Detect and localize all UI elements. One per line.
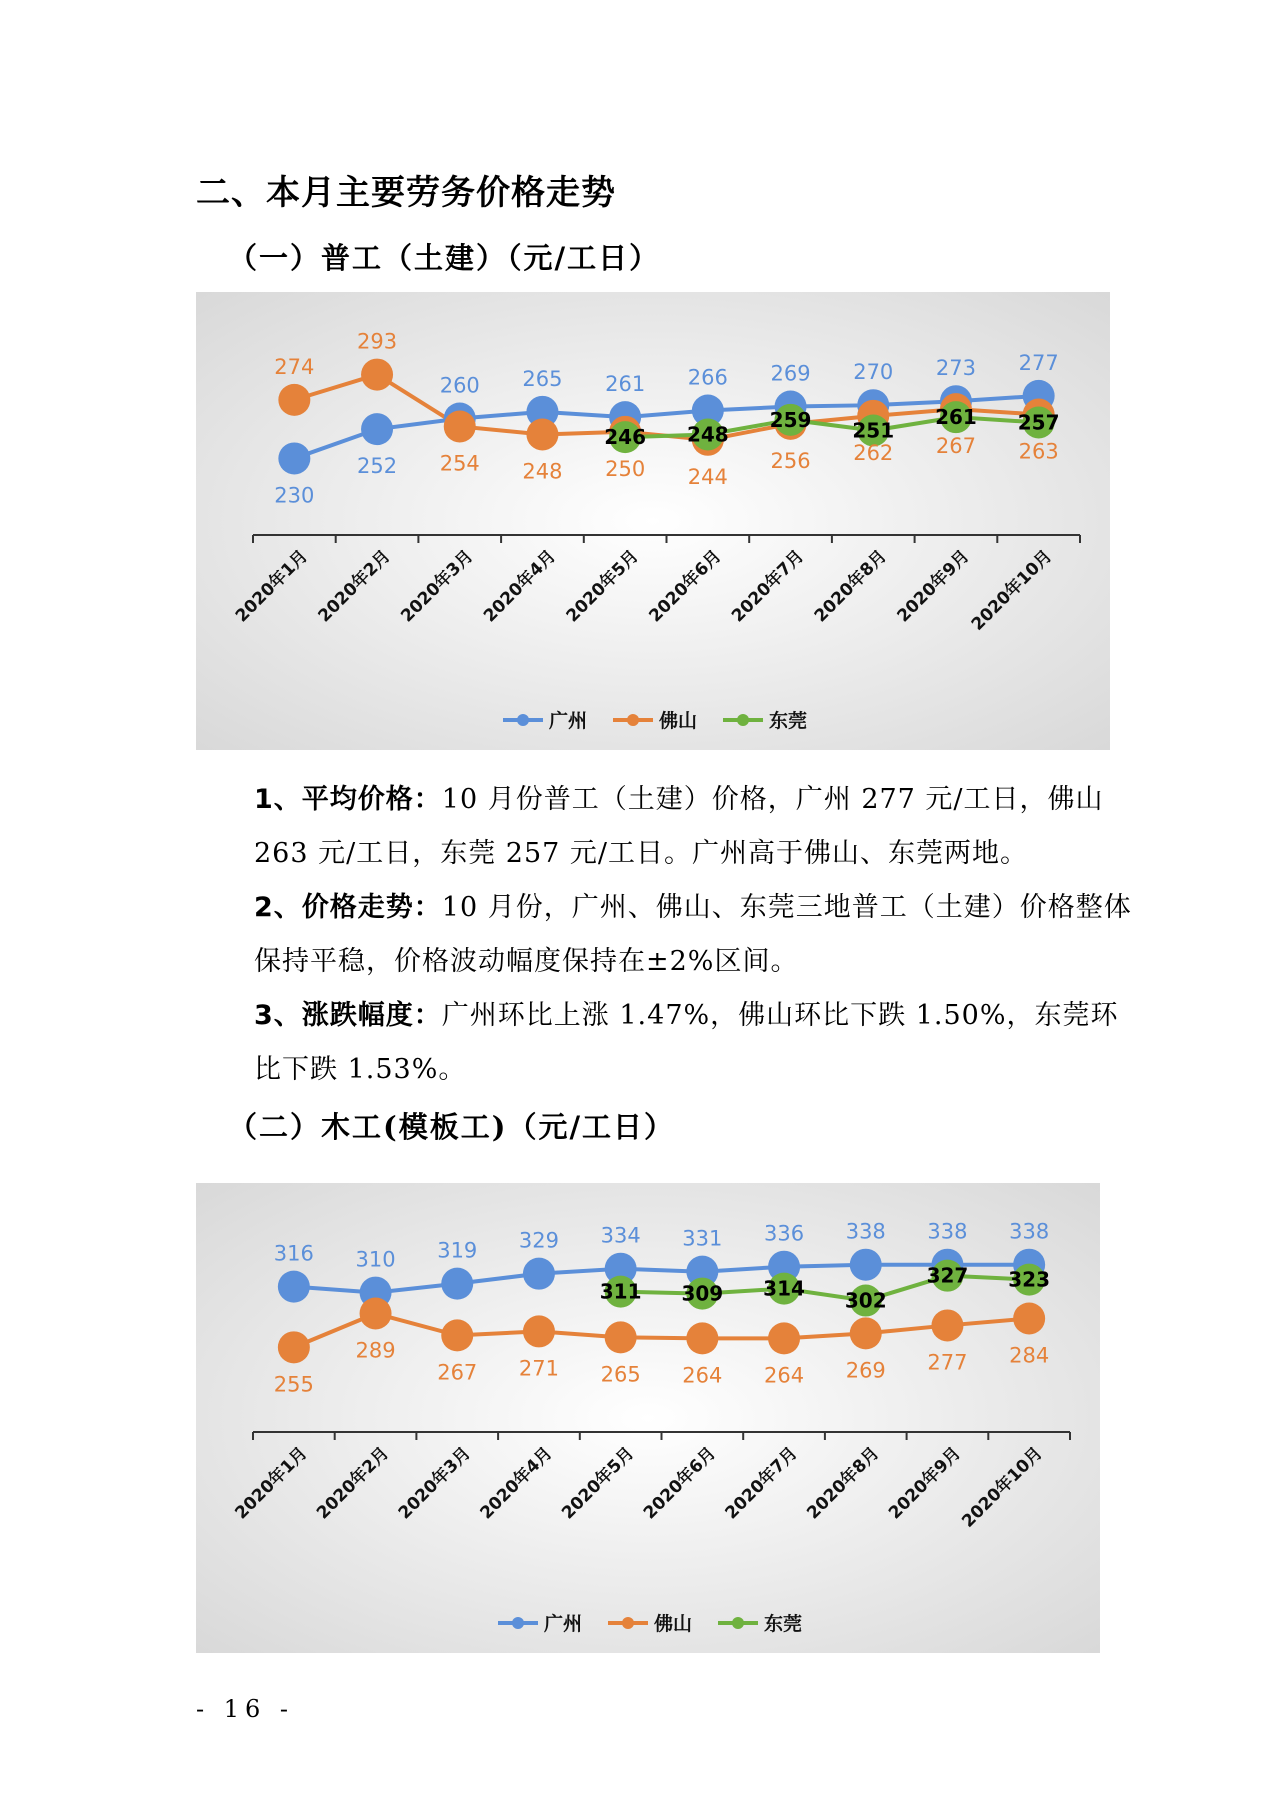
x-tick-label: 2020年4月 <box>479 546 560 627</box>
data-label-1: 274 <box>274 354 315 379</box>
data-label-2: 302 <box>844 1288 887 1313</box>
data-label-2: 314 <box>763 1276 805 1301</box>
legend-marker <box>622 1617 634 1629</box>
data-label-1: 271 <box>518 1356 559 1381</box>
data-point-1 <box>441 1319 473 1351</box>
data-label-1: 244 <box>687 464 728 489</box>
x-tick-label: 2020年8月 <box>803 1443 884 1524</box>
data-label-2: 323 <box>1008 1267 1051 1292</box>
data-label-2: 311 <box>599 1279 642 1304</box>
x-tick-label: 2020年6月 <box>645 546 726 627</box>
legend-label: 佛山 <box>654 1613 693 1635</box>
paragraph-lead: 3、涨跌幅度： <box>254 1000 442 1031</box>
data-label-0: 329 <box>518 1228 559 1253</box>
paragraph-lead: 1、平均价格： <box>254 784 442 815</box>
data-label-1: 264 <box>764 1363 805 1388</box>
x-tick-label: 2020年5月 <box>558 1443 639 1524</box>
data-label-1: 254 <box>439 451 480 476</box>
legend-label: 广州 <box>549 710 588 732</box>
laborer-price-chart <box>196 292 1110 750</box>
data-label-0: 265 <box>522 366 563 391</box>
data-label-2: 248 <box>686 422 729 447</box>
data-label-1: 289 <box>355 1338 396 1363</box>
carpenter-price-chart <box>196 1183 1100 1653</box>
legend-label: 东莞 <box>769 710 808 732</box>
data-label-0: 261 <box>605 372 646 397</box>
data-point-1 <box>278 1331 310 1363</box>
data-point-1 <box>444 410 476 442</box>
chart-background <box>196 1183 1100 1653</box>
x-tick-label: 2020年9月 <box>893 546 974 627</box>
data-point-1 <box>768 1322 800 1354</box>
data-label-0: 270 <box>853 360 894 385</box>
line-chart-svg <box>196 292 1110 750</box>
data-label-0: 338 <box>927 1219 968 1244</box>
legend-label: 佛山 <box>659 710 698 732</box>
data-label-1: 264 <box>682 1363 723 1388</box>
paragraph-text: 10 月份，广州、佛山、东莞三地普工（土建）价格整体保持平稳，价格波动幅度保持在±2%区间。 <box>254 892 1132 977</box>
x-tick-label: 2020年1月 <box>231 546 312 627</box>
data-point-1 <box>360 1297 392 1329</box>
legend-marker <box>627 714 639 726</box>
data-label-0: 310 <box>355 1247 396 1272</box>
data-label-2: 259 <box>769 407 812 432</box>
data-label-1: 293 <box>357 329 398 354</box>
x-tick-label: 2020年7月 <box>728 546 809 627</box>
subsection-title-laborer: （一）普工（土建）（元/工日） <box>228 241 661 275</box>
data-label-0: 334 <box>600 1223 641 1248</box>
data-label-1: 255 <box>273 1372 314 1397</box>
subsection-title-carpenter: （二）木工(模板工)（元/工日） <box>228 1110 676 1144</box>
data-label-2: 257 <box>1017 410 1060 435</box>
data-label-1: 269 <box>845 1358 886 1383</box>
data-point-1 <box>361 359 393 391</box>
data-point-1 <box>278 384 310 416</box>
paragraph-price-trend <box>196 881 1144 989</box>
data-label-0: 338 <box>845 1219 886 1244</box>
x-tick-label: 2020年9月 <box>884 1443 965 1524</box>
x-tick-label: 2020年7月 <box>721 1443 802 1524</box>
data-label-1: 265 <box>600 1362 641 1387</box>
data-point-0 <box>850 1249 882 1281</box>
data-label-0: 319 <box>437 1238 478 1263</box>
data-point-1 <box>526 418 558 450</box>
data-label-1: 248 <box>522 459 563 484</box>
data-point-1 <box>523 1315 555 1347</box>
paragraph-average-price <box>196 773 1144 881</box>
paragraph-text: 广州环比上涨 1.47%，佛山环比下跌 1.50%，东莞环比下跌 1.53%。 <box>254 1000 1119 1085</box>
x-tick-label: 2020年5月 <box>562 546 643 627</box>
data-label-1: 263 <box>1018 439 1059 464</box>
data-label-1: 262 <box>853 440 894 465</box>
legend-marker <box>517 714 529 726</box>
data-label-2: 261 <box>935 405 977 430</box>
data-label-0: 230 <box>274 483 315 508</box>
legend-marker <box>512 1617 524 1629</box>
paragraph-text: 10 月份普工（土建）价格，广州 277 元/工日，佛山 263 元/工日，东莞 257 元/工日。广州高于佛山、东莞两地。 <box>254 784 1104 869</box>
data-label-2: 309 <box>681 1281 724 1306</box>
data-label-2: 327 <box>926 1263 969 1288</box>
page-number: - 16 - <box>196 1695 295 1723</box>
data-point-0 <box>523 1258 555 1290</box>
legend-label: 广州 <box>544 1613 583 1635</box>
x-tick-label: 2020年10月 <box>967 546 1057 635</box>
data-label-1: 256 <box>770 448 811 473</box>
data-label-2: 246 <box>604 425 647 450</box>
x-tick-label: 2020年4月 <box>476 1443 557 1524</box>
x-tick-label: 2020年2月 <box>314 546 395 627</box>
data-point-1 <box>850 1317 882 1349</box>
data-point-0 <box>441 1268 473 1300</box>
data-label-2: 251 <box>852 418 895 443</box>
x-tick-label: 2020年10月 <box>958 1443 1047 1532</box>
data-label-0: 331 <box>682 1226 723 1251</box>
data-label-0: 336 <box>764 1221 805 1246</box>
paragraph-lead: 2、价格走势： <box>254 892 442 923</box>
x-tick-label: 2020年3月 <box>397 546 478 627</box>
data-point-0 <box>278 1271 310 1303</box>
data-label-0: 252 <box>357 454 398 479</box>
data-label-0: 316 <box>273 1241 314 1266</box>
data-label-0: 260 <box>439 373 480 398</box>
data-label-0: 277 <box>1018 350 1059 375</box>
data-label-1: 277 <box>927 1350 968 1375</box>
x-tick-label: 2020年8月 <box>810 546 891 627</box>
data-label-1: 267 <box>437 1360 478 1385</box>
legend-label: 东莞 <box>764 1613 803 1635</box>
section-title: 二、本月主要劳务价格走势 <box>196 173 616 213</box>
line-chart-svg <box>196 1183 1100 1653</box>
data-point-0 <box>361 413 393 445</box>
x-tick-label: 2020年2月 <box>313 1443 394 1524</box>
x-tick-label: 2020年6月 <box>639 1443 720 1524</box>
data-point-1 <box>931 1309 963 1341</box>
data-label-1: 267 <box>935 434 976 459</box>
data-label-1: 250 <box>605 456 646 481</box>
paragraph-change-range <box>196 989 1144 1097</box>
data-label-0: 273 <box>935 356 976 381</box>
data-label-0: 266 <box>687 365 728 390</box>
data-label-0: 338 <box>1009 1219 1050 1244</box>
data-point-1 <box>1013 1302 1045 1334</box>
data-point-0 <box>278 442 310 474</box>
x-tick-label: 2020年3月 <box>394 1443 475 1524</box>
legend-marker <box>732 1617 744 1629</box>
data-label-0: 269 <box>770 361 811 386</box>
data-point-1 <box>605 1321 637 1353</box>
x-tick-label: 2020年1月 <box>231 1443 312 1524</box>
data-point-1 <box>686 1322 718 1354</box>
data-label-1: 284 <box>1009 1343 1050 1368</box>
legend-marker <box>737 714 749 726</box>
